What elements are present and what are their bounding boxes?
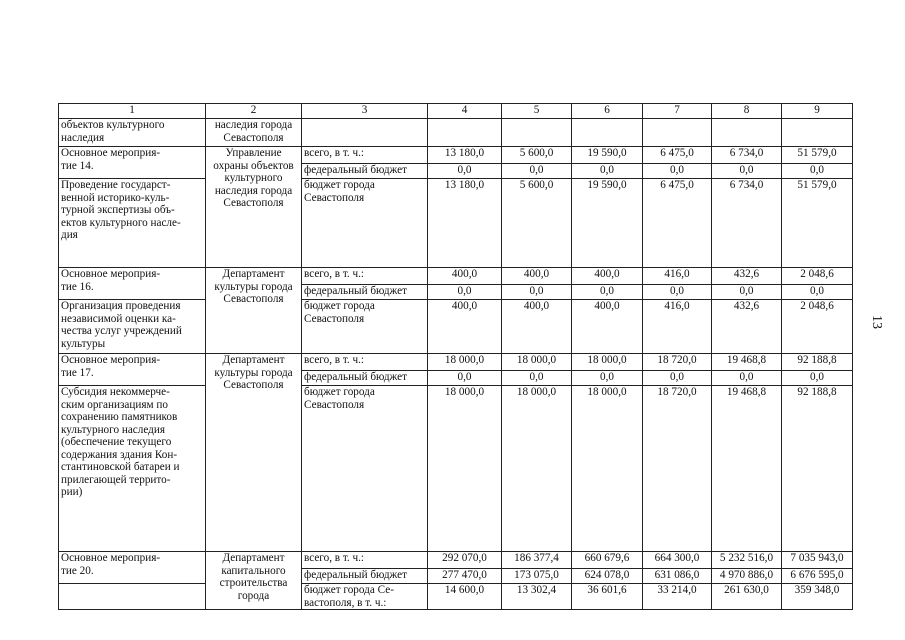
- amount-cell: 631 086,0: [643, 569, 712, 584]
- measure-description-line: прилегающей террито-: [61, 473, 171, 486]
- funding-source: [302, 300, 428, 354]
- funding-source-line: Севастополя: [304, 398, 365, 411]
- amount-cell: 173 075,0: [502, 569, 572, 584]
- amount-cell: 6 734,0: [712, 179, 782, 268]
- measure-description-line: Проведение государст-: [61, 179, 171, 191]
- amount-cell: 2 048,6: [782, 268, 853, 285]
- amount-cell: 0,0: [428, 164, 502, 179]
- amount-cell: 0,0: [643, 371, 712, 386]
- executor: [206, 552, 302, 610]
- measure-description-line: Организация проведения: [61, 300, 181, 312]
- continuation-executor-line: наследия города: [214, 119, 293, 131]
- executor-line: Севастополя: [223, 197, 284, 209]
- funding-source-line: Севастополя: [304, 312, 365, 325]
- amount-cell: 92 188,8: [782, 386, 853, 552]
- executor-line: культуры города: [214, 366, 293, 379]
- amount-cell: 660 679,6: [572, 552, 643, 569]
- amount-cell: 36 601,6: [572, 584, 643, 610]
- amount-cell: 432,6: [712, 300, 782, 354]
- funding-source-line: всего, в т. ч.:: [304, 147, 365, 159]
- executor-line: наследия города: [214, 184, 293, 197]
- amount-cell: 0,0: [572, 371, 643, 386]
- measure-title: [59, 147, 206, 179]
- amount-cell: 92 188,8: [782, 354, 853, 371]
- column-header: 6: [572, 104, 643, 119]
- amount-cell: 6 475,0: [643, 147, 712, 164]
- empty-cell: [643, 119, 712, 147]
- measure-title-line: тие 20.: [61, 564, 94, 577]
- executor-line: города: [237, 589, 270, 602]
- measure-title-line: Основное мероприя-: [61, 354, 161, 366]
- amount-cell: 19 590,0: [572, 147, 643, 164]
- amount-cell: 0,0: [782, 164, 853, 179]
- measure-description-line: чества услуг учреждений: [61, 325, 182, 337]
- column-header: 3: [302, 104, 428, 119]
- funding-source-line: всего, в т. ч.:: [304, 268, 365, 280]
- continuation-text-line: наследия: [61, 131, 105, 144]
- amount-cell: 0,0: [712, 164, 782, 179]
- amount-cell: 5 600,0: [502, 147, 572, 164]
- executor-line: охраны объектов: [213, 159, 294, 172]
- amount-cell: 18 000,0: [572, 386, 643, 552]
- funding-source: [302, 569, 428, 584]
- continuation-executor-line: Севастополя: [223, 131, 284, 144]
- amount-cell: 400,0: [502, 300, 572, 354]
- continuation-text-line: объектов культурного: [61, 119, 165, 131]
- measure-title-line: Основное мероприя-: [61, 268, 161, 280]
- amount-cell: 400,0: [572, 268, 643, 285]
- executor-line: Департамент: [222, 268, 285, 280]
- amount-cell: 4 970 886,0: [712, 569, 782, 584]
- amount-cell: 277 470,0: [428, 569, 502, 584]
- funding-source: [302, 552, 428, 569]
- funding-source-line: федеральный бюджет: [304, 371, 407, 383]
- funding-source-line: всего, в т. ч.:: [304, 552, 365, 564]
- funding-source-line: бюджет города Се-: [304, 584, 394, 596]
- executor-line: Севастополя: [223, 379, 284, 391]
- empty-cell: [502, 119, 572, 147]
- amount-cell: 186 377,4: [502, 552, 572, 569]
- amount-cell: 19 468,8: [712, 354, 782, 371]
- empty-cell: [712, 119, 782, 147]
- continuation-text: [59, 119, 206, 147]
- amount-cell: 2 048,6: [782, 300, 853, 354]
- funding-source: [302, 268, 428, 285]
- measure-description-line: турной экспертизы объ-: [61, 204, 175, 216]
- funding-source-line: федеральный бюджет: [304, 164, 407, 176]
- funding-source: [302, 164, 428, 179]
- funding-source-line: федеральный бюджет: [304, 569, 407, 581]
- measure-description-line: ектов культурного насле-: [61, 216, 181, 229]
- column-header: 2: [206, 104, 302, 119]
- funding-source: [302, 386, 428, 552]
- empty-cell: [302, 119, 428, 147]
- amount-cell: 0,0: [712, 285, 782, 300]
- measure-description: [59, 386, 206, 552]
- amount-cell: 14 600,0: [428, 584, 502, 610]
- funding-source-line: бюджет города: [304, 179, 375, 191]
- amount-cell: 0,0: [428, 285, 502, 300]
- measure-title-line: тие 17.: [61, 366, 94, 379]
- amount-cell: 416,0: [643, 300, 712, 354]
- amount-cell: 18 000,0: [502, 386, 572, 552]
- executor: [206, 147, 302, 268]
- amount-cell: 7 035 943,0: [782, 552, 853, 569]
- executor-line: культурного: [224, 172, 283, 184]
- amount-cell: 0,0: [782, 371, 853, 386]
- measure-description-line: культуры: [61, 337, 106, 350]
- column-header: 1: [59, 104, 206, 119]
- page-number: 13: [869, 315, 884, 329]
- funding-source: [302, 354, 428, 371]
- measure-description-line: независимой оценки ка-: [61, 312, 176, 325]
- amount-cell: 0,0: [502, 164, 572, 179]
- measure-description-line: ским организациям по: [61, 398, 168, 411]
- empty-cell: [428, 119, 502, 147]
- amount-cell: 0,0: [572, 164, 643, 179]
- funding-source: [302, 285, 428, 300]
- executor-line: Управление: [225, 147, 282, 159]
- amount-cell: 18 720,0: [643, 386, 712, 552]
- column-header: 7: [643, 104, 712, 119]
- column-header: 8: [712, 104, 782, 119]
- amount-cell: 18 000,0: [572, 354, 643, 371]
- amount-cell: 664 300,0: [643, 552, 712, 569]
- amount-cell: 5 600,0: [502, 179, 572, 268]
- amount-cell: 0,0: [782, 285, 853, 300]
- continuation-executor: [206, 119, 302, 147]
- amount-cell: 19 468,8: [712, 386, 782, 552]
- amount-cell: 432,6: [712, 268, 782, 285]
- amount-cell: 0,0: [502, 285, 572, 300]
- measure-title: [59, 354, 206, 386]
- amount-cell: 400,0: [428, 300, 502, 354]
- measure-description: [59, 300, 206, 354]
- amount-cell: 51 579,0: [782, 147, 853, 164]
- funding-source-line: бюджет города: [304, 386, 375, 398]
- empty-cell: [782, 119, 853, 147]
- column-header: 5: [502, 104, 572, 119]
- amount-cell: 33 214,0: [643, 584, 712, 610]
- executor: [206, 268, 302, 354]
- executor: [206, 354, 302, 552]
- column-header: 4: [428, 104, 502, 119]
- funding-source: [302, 179, 428, 268]
- budget-table: [58, 103, 853, 610]
- measure-description-line: Субсидия некоммерче-: [61, 386, 170, 398]
- measure-title-line: Основное мероприя-: [61, 147, 161, 159]
- amount-cell: 0,0: [572, 285, 643, 300]
- executor-line: Департамент: [222, 552, 285, 564]
- amount-cell: 18 000,0: [428, 354, 502, 371]
- amount-cell: 5 232 516,0: [712, 552, 782, 569]
- amount-cell: 0,0: [502, 371, 572, 386]
- column-header: 9: [782, 104, 853, 119]
- amount-cell: 261 630,0: [712, 584, 782, 610]
- amount-cell: 51 579,0: [782, 179, 853, 268]
- measure-title: [59, 552, 206, 584]
- amount-cell: 0,0: [428, 371, 502, 386]
- amount-cell: 359 348,0: [782, 584, 853, 610]
- amount-cell: 400,0: [572, 300, 643, 354]
- measure-title-line: тие 16.: [61, 280, 94, 293]
- measure-description: [59, 179, 206, 268]
- amount-cell: 19 590,0: [572, 179, 643, 268]
- measure-description-line: содержания здания Кон-: [61, 448, 178, 461]
- amount-cell: 0,0: [712, 371, 782, 386]
- measure-description-line: стантиновской батареи и: [61, 461, 180, 473]
- amount-cell: 6 734,0: [712, 147, 782, 164]
- funding-source-line: всего, в т. ч.:: [304, 354, 365, 366]
- empty-cell: [572, 119, 643, 147]
- amount-cell: 400,0: [502, 268, 572, 285]
- amount-cell: 6 676 595,0: [782, 569, 853, 584]
- amount-cell: 18 000,0: [428, 386, 502, 552]
- measure-description: [59, 584, 206, 610]
- amount-cell: 624 078,0: [572, 569, 643, 584]
- funding-source: [302, 584, 428, 610]
- amount-cell: 13 302,4: [502, 584, 572, 610]
- funding-source: [302, 371, 428, 386]
- executor-line: Департамент: [222, 354, 285, 366]
- amount-cell: 13 180,0: [428, 147, 502, 164]
- amount-cell: 416,0: [643, 268, 712, 285]
- measure-description-line: (обеспечение текущего: [61, 436, 172, 448]
- amount-cell: 18 720,0: [643, 354, 712, 371]
- amount-cell: 0,0: [643, 164, 712, 179]
- funding-source-line: бюджет города: [304, 300, 375, 312]
- amount-cell: 13 180,0: [428, 179, 502, 268]
- measure-description-line: венной историко-куль-: [61, 191, 170, 204]
- funding-source-line: федеральный бюджет: [304, 285, 407, 297]
- funding-source: [302, 147, 428, 164]
- amount-cell: 292 070,0: [428, 552, 502, 569]
- executor-line: культуры города: [214, 280, 293, 293]
- measure-description-line: рии): [61, 486, 83, 498]
- measure-title-line: тие 14.: [61, 159, 94, 172]
- amount-cell: 6 475,0: [643, 179, 712, 268]
- amount-cell: 0,0: [643, 285, 712, 300]
- executor-line: капитального: [221, 564, 286, 577]
- amount-cell: 400,0: [428, 268, 502, 285]
- executor-line: Севастополя: [223, 293, 284, 305]
- measure-description-line: сохранению памятников: [61, 411, 178, 423]
- funding-source-line: вастополя, в т. ч.:: [304, 596, 387, 609]
- measure-description-line: дия: [61, 229, 78, 241]
- measure-title-line: Основное мероприя-: [61, 552, 161, 564]
- amount-cell: 18 000,0: [502, 354, 572, 371]
- measure-title: [59, 268, 206, 300]
- executor-line: строительства: [219, 577, 288, 589]
- funding-source-line: Севастополя: [304, 191, 365, 204]
- measure-description-line: культурного наследия: [61, 423, 165, 436]
